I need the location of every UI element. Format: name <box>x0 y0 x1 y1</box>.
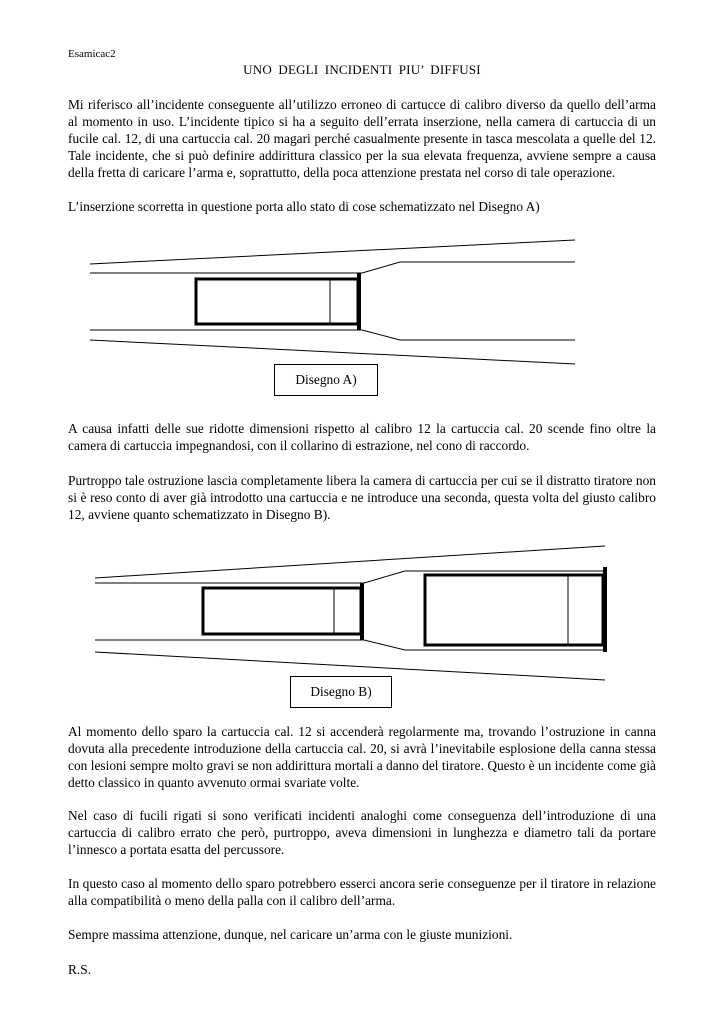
paragraph-rifled: Nel caso di fucili rigati si sono verificati incidenti analoghi come conseguenza dell’introduzione di una cartuccia di calibro errato che però, purtroppo, aveva dimensioni in lunghezza e diametro tali da portare l’innesco a portata esatta del percussore. <box>68 808 656 857</box>
diagram-a-caption: Disegno A) <box>274 364 378 396</box>
barrel-outer-bottom-line <box>90 340 575 364</box>
diagram-b-caption: Disegno B) <box>290 676 392 708</box>
paragraph-consequences: In questo caso al momento dello sparo potrebbero esserci ancora serie conseguenze per il tiratore in relazione alla compatibilità o meno della palla con il calibro dell’arma. <box>68 876 656 908</box>
page-title: UNO DEGLI INCIDENTI PIU’ DIFFUSI <box>243 62 481 77</box>
cartridge-cal20 <box>196 279 358 324</box>
barrel-outer-top-line <box>95 546 605 578</box>
paragraph-explosion: Al momento dello sparo la cartuccia cal. 12 si accenderà regolarmente ma, trovando l’ostruzione in canna dovuta alla precedente introduzione della cartuccia cal. 20, si avrà l’inevitabile esplosione della canna stessa con lesioni sempre molto gravi se non addirittura mortali a danno del tiratore. Questo è un incidente come già detto classico in quanto avvenuto ormai svariate volte. <box>68 724 656 790</box>
cartridge-cal20 <box>203 588 361 634</box>
cartridge-cal12 <box>425 575 603 645</box>
diagram-b <box>0 540 724 710</box>
forcing-cone-top-line <box>364 571 405 583</box>
barrel-outer-top-line <box>90 240 575 264</box>
paragraph-explanation: A causa infatti delle sue ridotte dimensioni rispetto al calibro 12 la cartuccia cal. 20 scende fino oltre la camera di cartuccia impegnandosi, con il collarino di estrazione, nel cono di raccordo. <box>68 421 656 453</box>
paragraph-obstruction: Purtroppo tale ostruzione lascia completamente libera la camera di cartuccia per cui se il distratto tiratore non si è reso conto di aver già introdotto una cartuccia e ne introduce una seconda, questa volta del giusto calibro 12, avviene quanto schematizzato in Disegno B). <box>68 473 656 522</box>
diagram-a <box>0 230 724 400</box>
forcing-cone-bottom-line <box>364 640 405 650</box>
paragraph-intro: Mi riferisco all’incidente conseguente all’utilizzo erroneo di cartucce di calibro diverso da quello dell’arma al momento in uso. L’incidente tipico si ha a seguito dell’errata inserzione, nella camera di cartuccia di un fucile cal. 12, di una cartuccia cal. 20 magari perché casualmente presente in tasca mescolata a quelle del 12. Tale incidente, che si può definire addirittura classico per la sua elevata frequenza, avviene sempre a causa della fretta di caricare l’arma e, soprattutto, della poca attenzione prestata nel corso di tale operazione. <box>68 97 656 180</box>
paragraph-warning: Sempre massima attenzione, dunque, nel caricare un’arma con le giuste munizioni. <box>68 927 513 942</box>
paragraph-reference-a: L’inserzione scorretta in questione porta allo stato di cose schematizzato nel Disegno A) <box>68 199 540 214</box>
document-code: Esamicac2 <box>68 48 116 60</box>
forcing-cone-bottom-line <box>362 330 400 340</box>
forcing-cone-top-line <box>362 262 400 273</box>
signature: R.S. <box>68 962 92 977</box>
